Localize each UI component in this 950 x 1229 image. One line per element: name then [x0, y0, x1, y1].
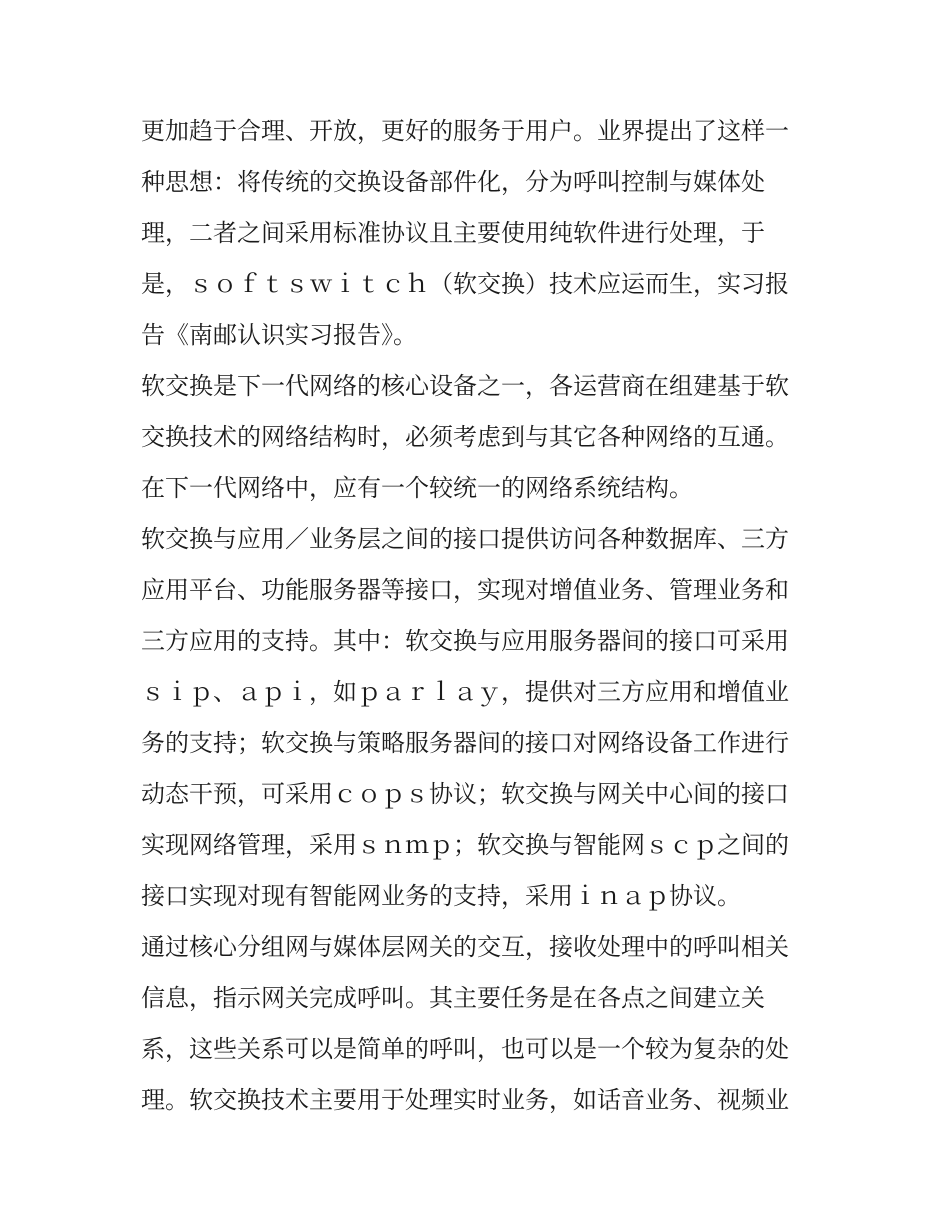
paragraph-1 [141, 106, 821, 361]
paragraph-4 [141, 922, 821, 1126]
text-line: 实现网络管理，采用ｓｎｍｐ；软交换与智能网ｓｃｐ之间的 [141, 831, 789, 859]
text-line: 软交换与应用／业务层之间的接口提供访问各种数据库、三方 [141, 525, 789, 553]
text-line: 接口实现对现有智能网业务的支持，采用ｉｎａｐ协议。 [141, 882, 741, 910]
paragraph-2 [141, 361, 821, 514]
text-line: ｓｉｐ、ａｐｉ，如ｐａｒｌａｙ，提供对三方应用和增值业 [141, 678, 789, 706]
text-line: 交换技术的网络结构时，必须考虑到与其它各种网络的互通。 [141, 423, 789, 451]
text-line: 务的支持；软交换与策略服务器间的接口对网络设备工作进行 [141, 729, 789, 757]
text-line: 理。软交换技术主要用于处理实时业务，如话音业务、视频业 [141, 1086, 789, 1114]
text-line: 动态干预，可采用ｃｏｐｓ协议；软交换与网关中心间的接口 [141, 780, 789, 808]
text-line: 在下一代网络中，应有一个较统一的网络系统结构。 [141, 474, 693, 502]
text-line: 信息，指示网关完成呼叫。其主要任务是在各点之间建立关 [141, 984, 765, 1012]
body-text [141, 106, 821, 1126]
text-line: 应用平台、功能服务器等接口，实现对增值业务、管理业务和 [141, 576, 789, 604]
text-line: 系，这些关系可以是简单的呼叫，也可以是一个较为复杂的处 [141, 1035, 789, 1063]
text-line: 是，ｓｏｆｔｓｗｉｔｃｈ（软交换）技术应运而生，实习报 [141, 270, 789, 298]
text-line: 告《南邮认识实习报告》。 [141, 321, 417, 349]
text-line: 更加趋于合理、开放，更好的服务于用户。业界提出了这样一 [141, 117, 789, 145]
text-line: 软交换是下一代网络的核心设备之一，各运营商在组建基于软 [141, 372, 789, 400]
text-line: 三方应用的支持。其中：软交换与应用服务器间的接口可采用 [141, 627, 789, 655]
text-line: 种思想：将传统的交换设备部件化，分为呼叫控制与媒体处 [141, 168, 765, 196]
text-line: 通过核心分组网与媒体层网关的交互，接收处理中的呼叫相关 [141, 933, 789, 961]
text-line: 理，二者之间采用标准协议且主要使用纯软件进行处理，于 [141, 219, 765, 247]
paragraph-3 [141, 514, 821, 922]
